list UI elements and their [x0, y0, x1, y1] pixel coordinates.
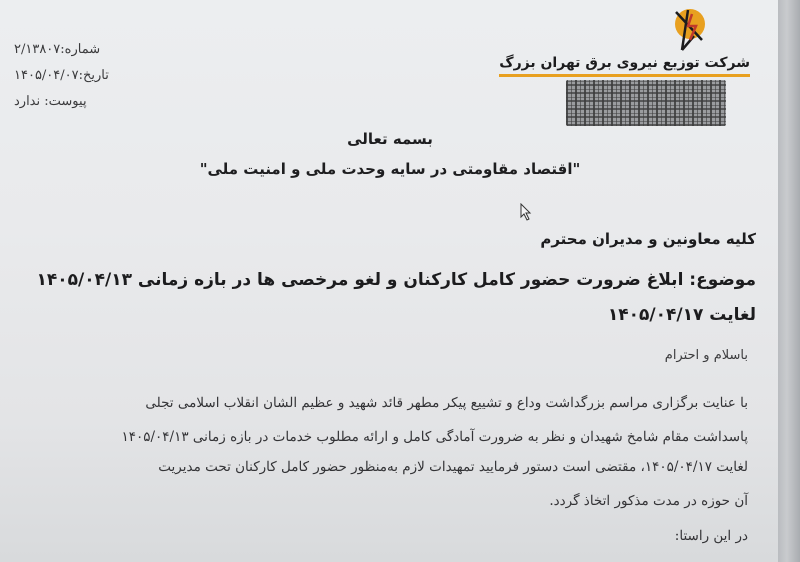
letter-attachment-label: پیوست:: [44, 94, 87, 109]
letter-attachment: [14, 94, 87, 109]
letter-number: [14, 42, 100, 57]
recipient: کلیه معاونین و مدیران محترم: [540, 230, 756, 248]
power-lightning-logo-icon: [668, 6, 710, 54]
body-line: آن حوزه در مدت مذکور اتخاذ گردد.: [549, 493, 748, 509]
body-line: در این راستا:: [674, 528, 748, 544]
letter-number-value: ۲/۱۳۸۰۷: [14, 42, 61, 57]
company-name: شرکت توزیع نیروی برق تهران بزرگ: [499, 55, 750, 77]
body-line: لغایت ۱۴۰۵/۰۴/۱۷، مقتضی است دستور فرمایید تمهیدات لازم به‌منظور حضور کامل کارکنان تحت مدیریت: [158, 459, 748, 475]
letter-date-value: ۱۴۰۵/۰۴/۰۷: [14, 68, 79, 83]
slogan: "اقتصاد مقاومتی در سایه وحدت ملی و امنیت ملی": [199, 160, 581, 178]
monitor-bezel-edge: [778, 0, 800, 562]
body-line: پاسداشت مقام شامخ شهیدان و نظر به ضرورت آمادگی کامل و ارائه مطلوب خدمات در بازه زمانی ۱۴۰۵/۰۴/۱۳: [121, 429, 748, 445]
letter-number-label: شماره:: [60, 42, 101, 57]
basmala-heading: بسمه تعالی: [347, 130, 433, 148]
body-line: با عنایت برگزاری مراسم بزرگداشت وداع و تشییع پیکر مطهر قائد شهید و عظیم الشان انقلاب اسلامی تجلی: [145, 395, 748, 411]
letter-date: [14, 68, 109, 83]
mouse-pointer-icon: [520, 203, 532, 221]
barcode-image: [566, 80, 726, 126]
greeting: باسلام و احترام: [664, 348, 748, 363]
subject-line-2: لغایت ۱۴۰۵/۰۴/۱۷: [607, 305, 756, 325]
subject-line-1: موضوع: ابلاغ ضرورت حضور کامل کارکنان و لغو مرخصی ها در بازه زمانی ۱۴۰۵/۰۴/۱۳: [36, 270, 756, 290]
letter-date-label: تاریخ:: [78, 68, 109, 83]
letter-attachment-value: ندارد: [14, 94, 41, 109]
